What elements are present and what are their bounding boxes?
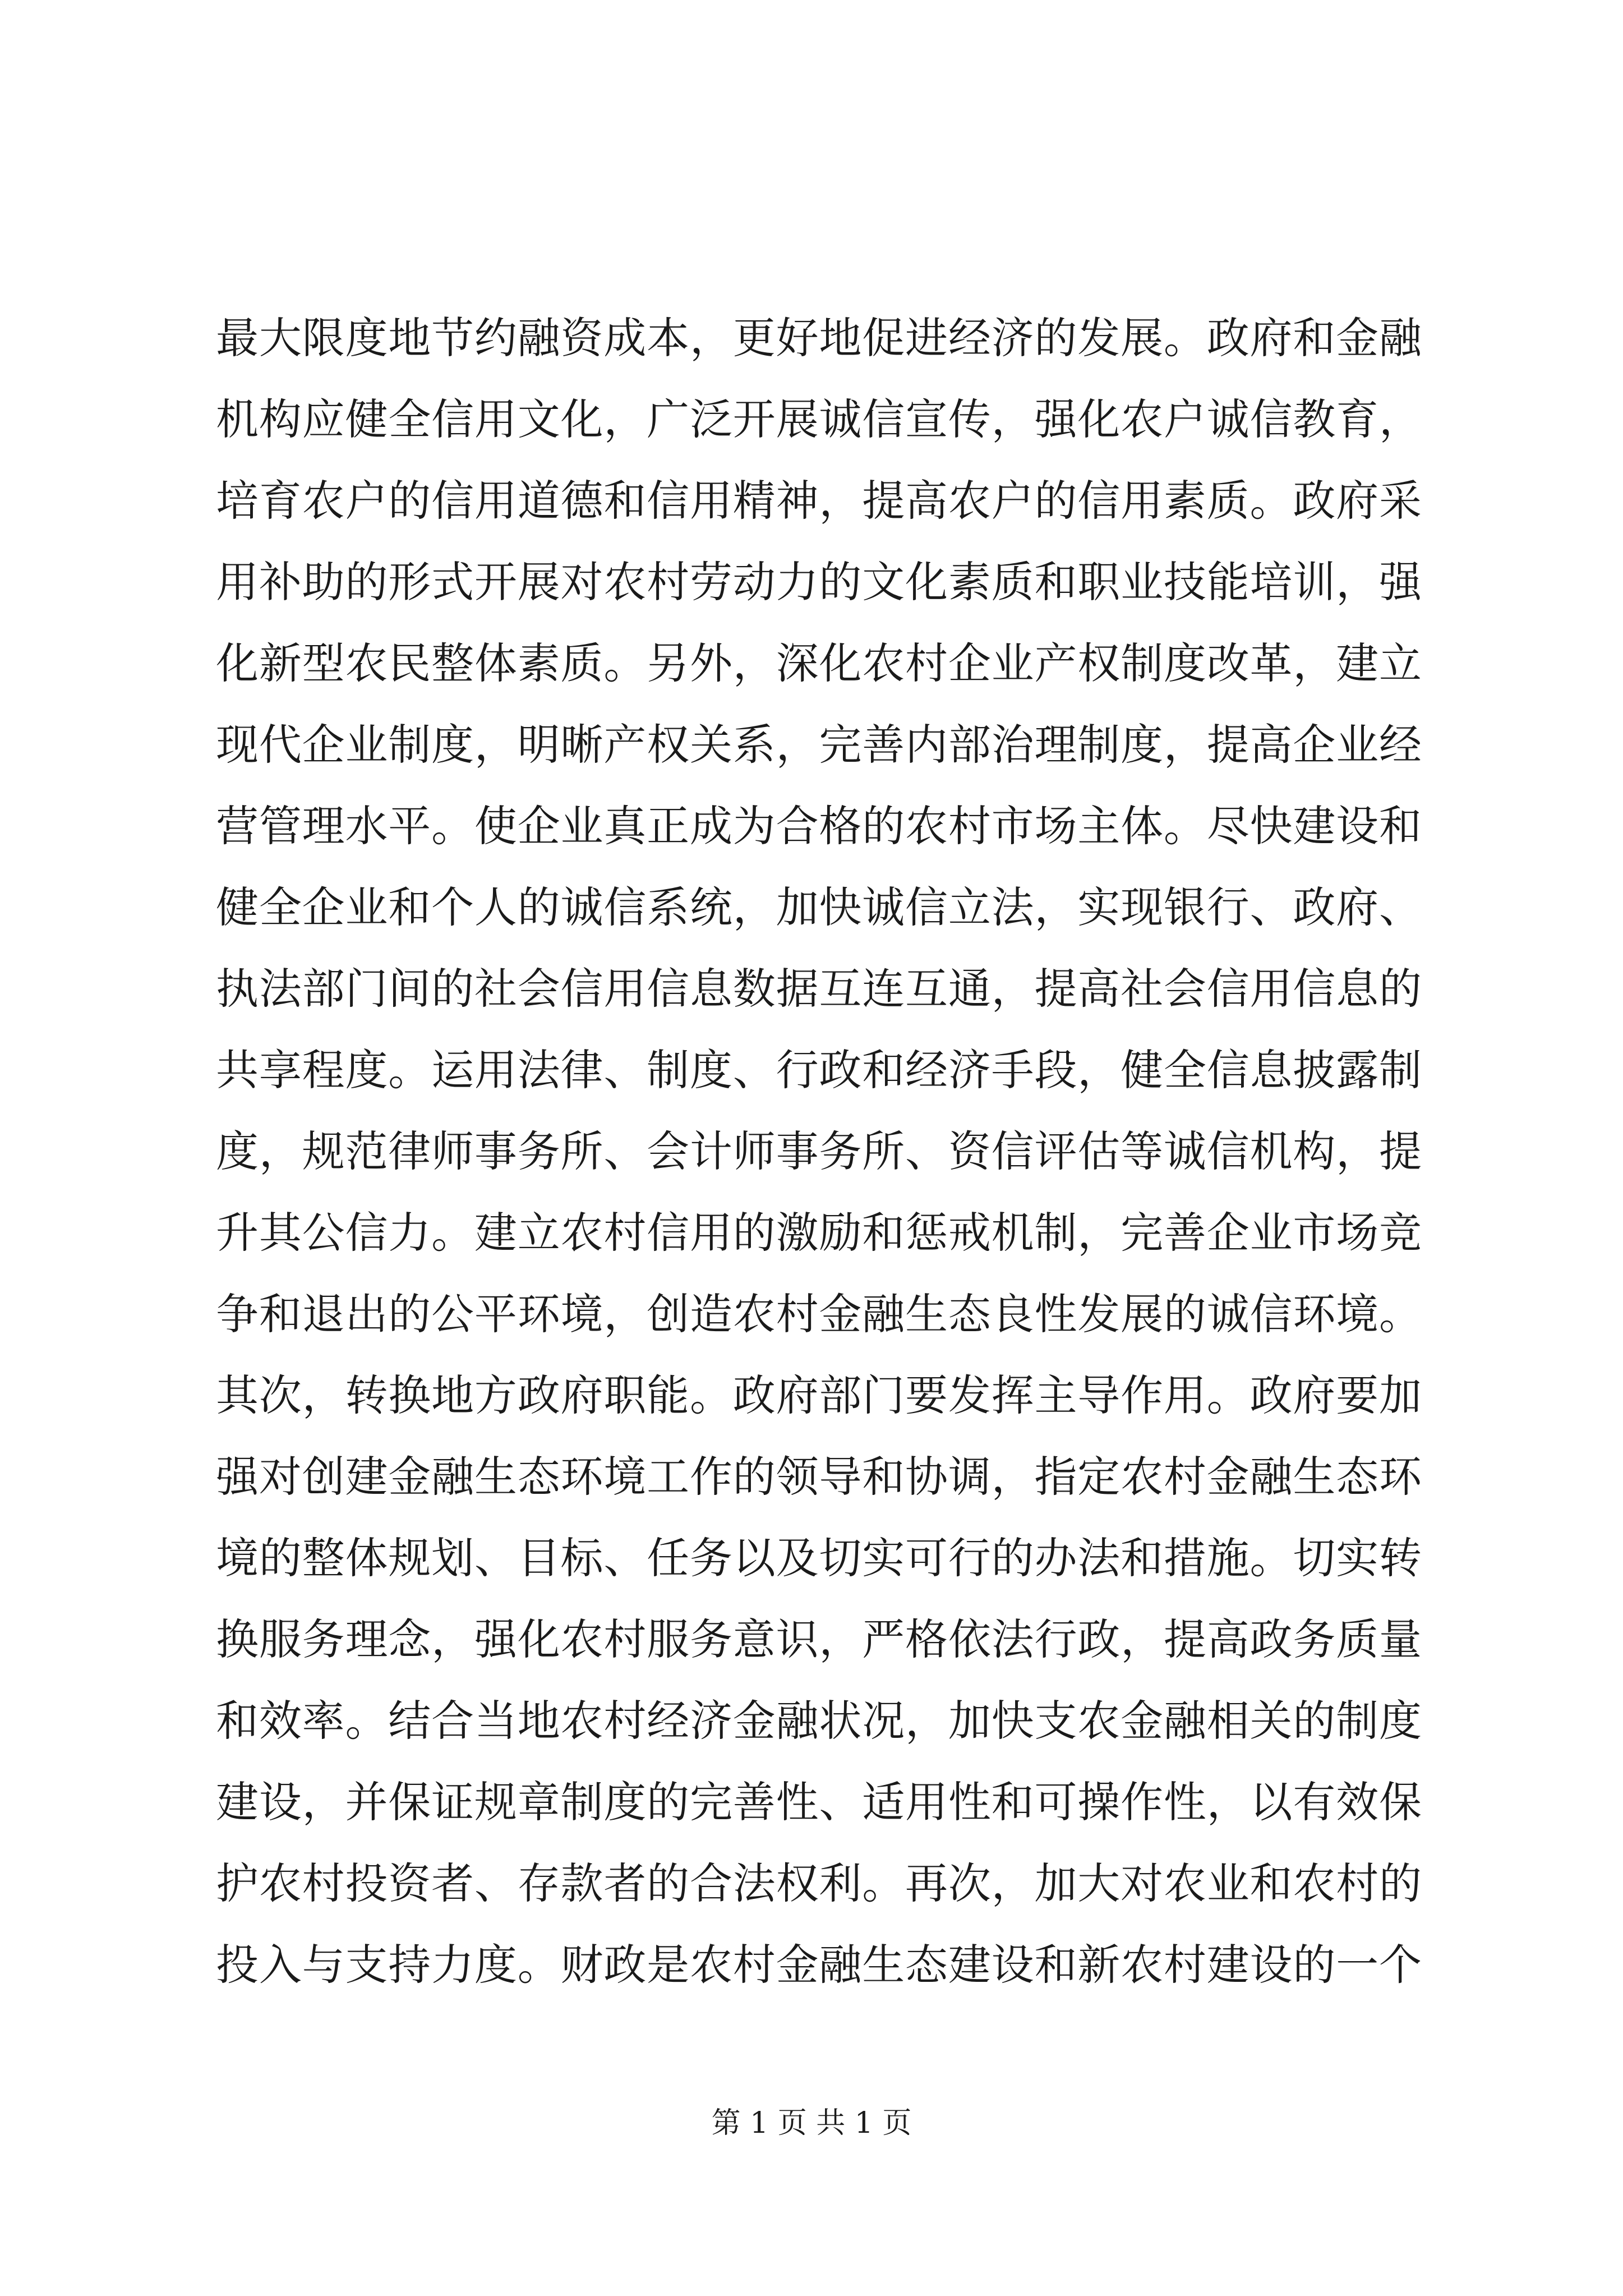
text-line: 建设，并保证规章制度的完善性、适用性和可操作性，以有效保	[216, 1777, 1422, 1827]
text-line: 最大限度地节约融资成本，更好地促进经济的发展。政府和金融	[216, 313, 1422, 363]
text-line: 健全企业和个人的诚信系统，加快诚信立法，实现银行、政府、	[216, 882, 1422, 932]
text-line: 其次，转换地方政府职能。政府部门要发挥主导作用。政府要加	[216, 1370, 1422, 1420]
text-line: 境的整体规划、目标、任务以及切实可行的办法和措施。切实转	[216, 1533, 1422, 1583]
text-line: 护农村投资者、存款者的合法权利。再次，加大对农业和农村的	[216, 1858, 1422, 1908]
page-footer	[0, 2101, 1623, 2146]
text-line: 共享程度。运用法律、制度、行政和经济手段，健全信息披露制	[216, 1045, 1422, 1095]
text-line: 争和退出的公平环境，创造农村金融生态良性发展的诚信环境。	[216, 1289, 1422, 1339]
text-line: 机构应健全信用文化，广泛开展诚信宣传，强化农户诚信教育，	[216, 394, 1422, 444]
text-line: 营管理水平。使企业真正成为合格的农村市场主体。尽快建设和	[216, 801, 1422, 851]
text-line: 执法部门间的社会信用信息数据互连互通，提高社会信用信息的	[216, 964, 1422, 1014]
text-line: 升其公信力。建立农村信用的激励和惩戒机制，完善企业市场竞	[216, 1208, 1422, 1258]
text-line: 换服务理念，强化农村服务意识，严格依法行政，提高政务质量	[216, 1614, 1422, 1664]
text-line: 和效率。结合当地农村经济金融状况，加快支农金融相关的制度	[216, 1696, 1422, 1746]
text-line: 投入与支持力度。财政是农村金融生态建设和新农村建设的一个	[216, 1940, 1422, 1990]
body-text	[216, 297, 1422, 2005]
text-line: 培育农户的信用道德和信用精神，提高农户的信用素质。政府采	[216, 476, 1422, 526]
text-line: 化新型农民整体素质。另外，深化农村企业产权制度改革，建立	[216, 638, 1422, 688]
page-number-label: 第 1 页 共 1 页	[711, 2106, 912, 2140]
text-line: 现代企业制度，明晰产权关系，完善内部治理制度，提高企业经	[216, 720, 1422, 770]
text-line: 强对创建金融生态环境工作的领导和协调，指定农村金融生态环	[216, 1452, 1422, 1502]
text-line: 度，规范律师事务所、会计师事务所、资信评估等诚信机构，提	[216, 1126, 1422, 1176]
text-line: 用补助的形式开展对农村劳动力的文化素质和职业技能培训，强	[216, 557, 1422, 607]
